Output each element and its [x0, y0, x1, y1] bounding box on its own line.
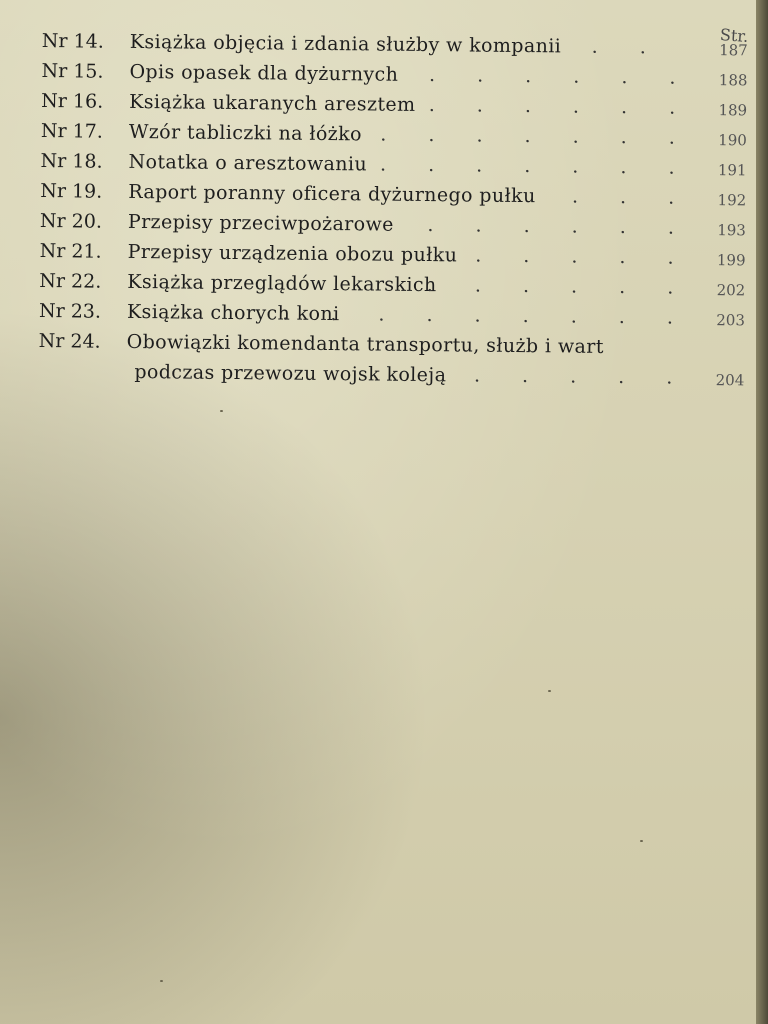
entry-title: Wzór tabliczki na łóżko: [128, 120, 363, 146]
dot-leader: . . . . .: [475, 244, 692, 269]
entry-number: Nr 16.: [41, 89, 104, 113]
page-column-header: Str.: [719, 25, 750, 46]
entry-page: 187: [719, 41, 748, 60]
entry-number: Nr 18.: [40, 149, 103, 173]
dot-leader: . . . . . . .: [379, 153, 693, 179]
entry-number: Nr 14.: [41, 29, 104, 53]
dot-leader: . . .: [571, 185, 693, 209]
entry-title: Książka objęcia i zdania służby w kompanii: [129, 30, 562, 58]
dot-leader: . . . . . . . . .: [282, 302, 692, 329]
dot-leader: . . . . . . .: [380, 123, 693, 149]
entry-page: 191: [717, 161, 747, 180]
entry-number: Nr 24.: [38, 329, 101, 353]
entry-title: Książka przeglądów lekarskich: [127, 270, 437, 297]
dot-leader: . . . . . .: [427, 214, 693, 239]
entry-title-continuation: podczas przewozu wojsk koleją: [134, 360, 447, 387]
entry-page: 193: [717, 221, 746, 240]
entry-page: 192: [717, 191, 747, 210]
paper-speck: [220, 410, 223, 412]
entry-page: 203: [716, 311, 746, 330]
dot-leader: . . . . .: [473, 364, 691, 389]
entry-number: Nr 22.: [39, 269, 102, 293]
entry-number: Nr 15.: [41, 59, 104, 83]
entry-title: Książka chorych koni: [126, 300, 340, 326]
paper-speck: [160, 980, 163, 982]
entry-page: 202: [716, 281, 746, 300]
entry-number: Nr 17.: [40, 119, 103, 143]
entry-page: 188: [718, 71, 748, 90]
toc-entry: [38, 326, 751, 393]
page-edge: [756, 0, 768, 1024]
entry-page: 190: [718, 131, 747, 150]
entry-number: Nr 19.: [40, 179, 103, 203]
entry-page: 204: [715, 371, 745, 390]
entry-title: Notatka o aresztowaniu: [128, 150, 368, 176]
entry-title: Obowiązki komendanta transportu, służb i wart: [126, 330, 604, 358]
entry-number: Nr 23.: [38, 299, 102, 323]
dot-leader: . . . . . .: [426, 274, 692, 299]
entry-number: Nr 21.: [39, 239, 102, 263]
paper-speck: [548, 690, 551, 692]
dot-leader: . .: [591, 35, 664, 59]
entry-title: Opis opasek dla dyżurnych: [129, 60, 399, 86]
dot-leader: . . . . . .: [428, 64, 694, 89]
entry-page: 199: [716, 251, 746, 270]
table-of-contents: [38, 26, 754, 393]
entry-title: Raport poranny oficera dyżurnego pułku: [128, 180, 536, 208]
entry-number: Nr 20.: [39, 209, 103, 233]
entry-title: Książka ukaranych aresztem: [129, 90, 416, 116]
paper-speck: [640, 840, 643, 842]
dot-leader: . . . . . .: [428, 94, 694, 119]
entry-page: 189: [718, 101, 748, 120]
entry-title: Przepisy przeciwpożarowe: [127, 210, 394, 236]
entry-title: Przepisy urządzenia obozu pułku: [127, 240, 458, 267]
